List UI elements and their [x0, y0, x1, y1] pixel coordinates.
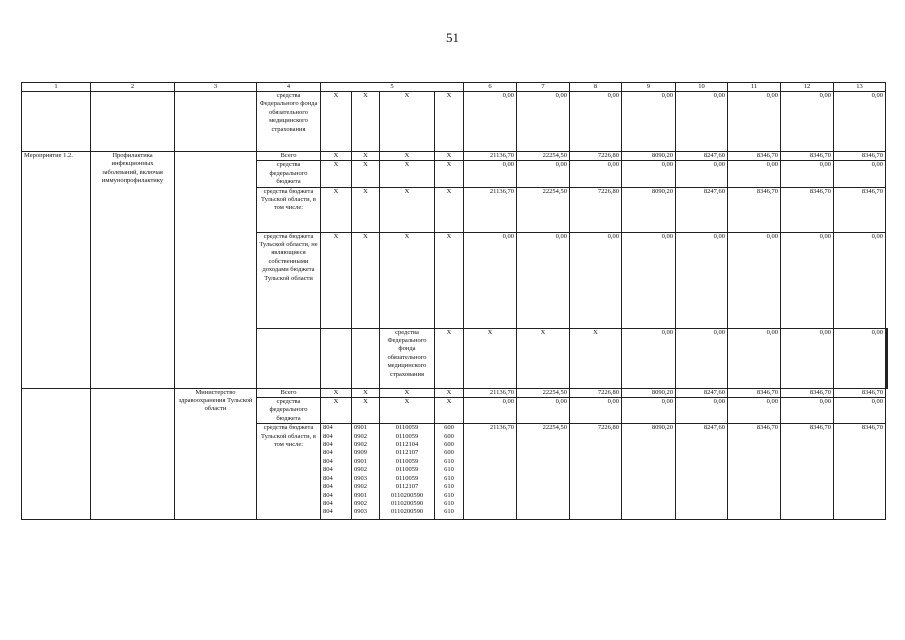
value-cell: 8247,60 — [676, 187, 728, 232]
code-cell: X — [380, 398, 435, 424]
value-cell: 0,00 — [676, 398, 728, 424]
value-cell: 22254,50 — [517, 152, 570, 161]
value-cell: 0,00 — [728, 161, 781, 187]
value-cell: 0,00 — [781, 398, 834, 424]
value-cell: 7226,80 — [570, 187, 622, 232]
funding-source: Всего — [257, 152, 321, 161]
empty-cell — [352, 328, 380, 388]
code-cell: X — [321, 152, 352, 161]
value-cell: 0,00 — [676, 328, 728, 388]
budget-table — [21, 82, 888, 520]
code-cell: X — [352, 92, 380, 152]
header-cell: 9 — [622, 83, 676, 92]
value-cell: 0,00 — [834, 92, 886, 152]
value-cell: 7226,80 — [570, 152, 622, 161]
value-cell: 0,00 — [570, 92, 622, 152]
code-cell: X — [435, 92, 464, 152]
value-cell: 8090,20 — [622, 388, 676, 397]
value-cell: 8247,60 — [676, 152, 728, 161]
code-cell: 804 804 804 804 804 804 804 804 804 804 804 — [321, 424, 352, 520]
value-cell: 8090,20 — [622, 152, 676, 161]
value-cell: 8346,70 — [728, 388, 781, 397]
code-cell: X — [380, 232, 435, 328]
value-cell: 0,00 — [676, 161, 728, 187]
value-cell: 22254,50 — [517, 424, 570, 520]
value-cell: 8247,60 — [676, 424, 728, 520]
value-cell: 8346,70 — [834, 424, 886, 520]
code-cell: 0901 0902 0902 0909 0901 0902 0903 0902 0901 0902 0903 — [352, 424, 380, 520]
code-cell: X — [570, 328, 622, 388]
value-cell: 8346,70 — [834, 388, 886, 397]
code-cell: X — [352, 187, 380, 232]
value-cell: 0,00 — [781, 161, 834, 187]
value-cell: 0,00 — [464, 92, 517, 152]
value-cell: 8346,70 — [728, 187, 781, 232]
ministry-name: Министерство здравоохранения Тульской области — [175, 388, 257, 520]
header-cell: 8 — [570, 83, 622, 92]
value-cell: 0,00 — [676, 232, 728, 328]
event-number: Мероприятие 1.2. — [22, 152, 91, 389]
value-cell: 0,00 — [781, 232, 834, 328]
code-cell: X — [435, 328, 464, 388]
funding-source: средства Федерального фонда обязательного медицинского страхования — [257, 92, 321, 152]
value-cell: 0,00 — [517, 92, 570, 152]
page-number: 51 — [446, 30, 459, 45]
header-cell: 3 — [175, 83, 257, 92]
value-cell: 8346,70 — [781, 424, 834, 520]
code-cell: X — [380, 161, 435, 187]
table-row — [22, 152, 888, 161]
header-row — [22, 83, 888, 92]
empty-cell — [175, 92, 257, 152]
header-cell: 13 — [834, 83, 886, 92]
code-cell: X — [435, 232, 464, 328]
empty-cell — [257, 328, 321, 388]
value-cell: 8247,60 — [676, 388, 728, 397]
code-cell: X — [321, 161, 352, 187]
table-row — [22, 92, 888, 152]
value-cell: 0,00 — [834, 232, 886, 328]
empty-cell — [91, 92, 175, 152]
code-cell: X — [380, 388, 435, 397]
code-cell: X — [352, 152, 380, 161]
code-cell: X — [517, 328, 570, 388]
header-cell: 4 — [257, 83, 321, 92]
code-cell: X — [435, 388, 464, 397]
funding-source: средства Федерального фонда обязательного медицинского страхования — [380, 328, 435, 388]
value-cell — [887, 328, 888, 388]
code-cell: X — [435, 152, 464, 161]
code-cell: X — [321, 232, 352, 328]
empty-cell — [91, 388, 175, 520]
code-cell: X — [321, 388, 352, 397]
code-cell: X — [380, 187, 435, 232]
value-cell: 8346,70 — [781, 187, 834, 232]
value-cell: 0,00 — [464, 398, 517, 424]
event-description: Профилактика инфекционных заболеваний, включая иммунопрофилактику — [91, 152, 175, 389]
value-cell: 0,00 — [728, 232, 781, 328]
code-cell: X — [380, 152, 435, 161]
funding-source: Всего — [257, 388, 321, 397]
value-cell: 8346,70 — [728, 424, 781, 520]
code-cell: X — [435, 398, 464, 424]
value-cell: 22254,50 — [517, 187, 570, 232]
code-cell: 0110059 0110059 0112104 0112107 0110059 0110059 0110059 0112107 0110200590 0110200590 0110200590 — [380, 424, 435, 520]
code-cell: X — [380, 92, 435, 152]
value-cell: 7226,80 — [570, 388, 622, 397]
empty-cell — [321, 328, 352, 388]
header-cell: 5 — [321, 83, 464, 92]
value-cell: 8090,20 — [622, 424, 676, 520]
header-cell: 11 — [728, 83, 781, 92]
value-cell: 8346,70 — [834, 152, 886, 161]
code-cell: X — [352, 398, 380, 424]
funding-source: средства бюджета Тульской области, не являющиеся собственными доходами бюджета Тульской области — [257, 232, 321, 328]
value-cell: 0,00 — [517, 232, 570, 328]
code-cell: X — [435, 161, 464, 187]
code-cell: 600 600 600 600 610 610 610 610 610 610 610 — [435, 424, 464, 520]
header-cell: 12 — [781, 83, 834, 92]
value-cell: 0,00 — [517, 398, 570, 424]
table-row — [22, 388, 888, 397]
value-cell: 0,00 — [570, 232, 622, 328]
code-cell: X — [352, 161, 380, 187]
value-cell: 0,00 — [728, 328, 781, 388]
funding-source: средства бюджета Тульской области, в том числе: — [257, 424, 321, 520]
code-cell: X — [321, 92, 352, 152]
header-cell: 7 — [517, 83, 570, 92]
value-cell: 0,00 — [622, 92, 676, 152]
value-cell: 0,00 — [834, 328, 886, 388]
funding-source: средства федерального бюджета — [257, 161, 321, 187]
code-cell: X — [352, 232, 380, 328]
value-cell: 0,00 — [676, 92, 728, 152]
header-cell: 1 — [22, 83, 91, 92]
code-cell: X — [321, 398, 352, 424]
value-cell: 0,00 — [570, 398, 622, 424]
header-cell: 6 — [464, 83, 517, 92]
value-cell: 0,00 — [728, 92, 781, 152]
value-cell: 0,00 — [781, 328, 834, 388]
empty-cell — [22, 92, 91, 152]
value-cell: 0,00 — [570, 161, 622, 187]
empty-cell — [175, 152, 257, 389]
value-cell: 8090,20 — [622, 187, 676, 232]
value-cell: 21136,70 — [464, 424, 517, 520]
empty-cell — [22, 388, 91, 520]
value-cell: 8346,70 — [834, 187, 886, 232]
code-cell: X — [435, 187, 464, 232]
value-cell: 8346,70 — [781, 152, 834, 161]
code-cell: X — [464, 328, 517, 388]
value-cell: 0,00 — [517, 161, 570, 187]
code-cell: X — [321, 187, 352, 232]
header-cell: 10 — [676, 83, 728, 92]
value-cell: 7226,80 — [570, 424, 622, 520]
value-cell: 0,00 — [464, 161, 517, 187]
value-cell: 0,00 — [781, 92, 834, 152]
value-cell: 21136,70 — [464, 388, 517, 397]
value-cell: 0,00 — [622, 161, 676, 187]
value-cell: 0,00 — [834, 161, 886, 187]
value-cell: 0,00 — [622, 232, 676, 328]
value-cell: 0,00 — [728, 398, 781, 424]
value-cell: 21136,70 — [464, 152, 517, 161]
value-cell: 22254,50 — [517, 388, 570, 397]
funding-source: средства бюджета Тульской области, в том числе: — [257, 187, 321, 232]
funding-source: средства федерального бюджета — [257, 398, 321, 424]
value-cell: 0,00 — [464, 232, 517, 328]
value-cell: 8346,70 — [781, 388, 834, 397]
code-cell: X — [352, 388, 380, 397]
value-cell: 0,00 — [622, 328, 676, 388]
value-cell: 0,00 — [834, 398, 886, 424]
value-cell: 21136,70 — [464, 187, 517, 232]
value-cell: 0,00 — [622, 398, 676, 424]
header-cell: 2 — [91, 83, 175, 92]
value-cell: 8346,70 — [728, 152, 781, 161]
